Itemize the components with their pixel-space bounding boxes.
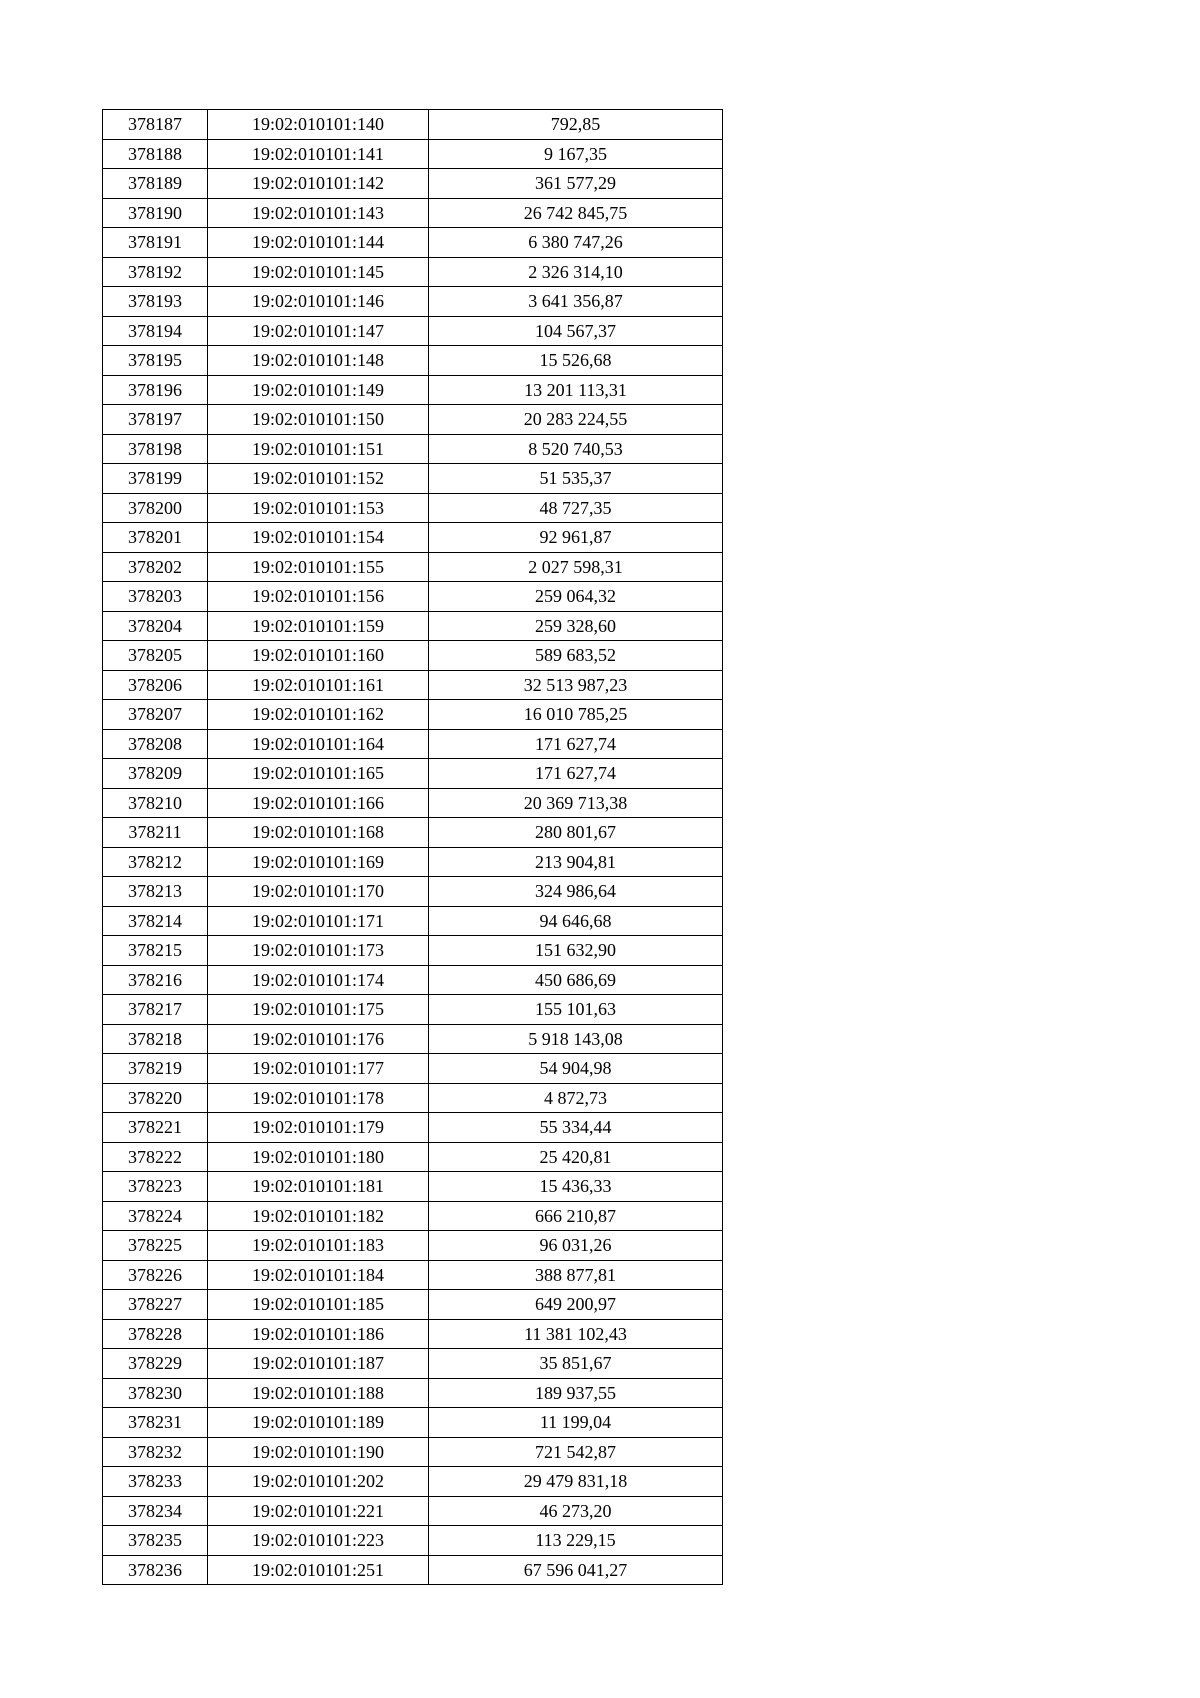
- table-row: [103, 1142, 723, 1172]
- cadastral-number-cell: 19:02:010101:174: [208, 965, 429, 995]
- table-row: [103, 759, 723, 789]
- cadastral-value-cell: 54 904,98: [429, 1054, 723, 1084]
- row-number-cell: 378227: [103, 1290, 208, 1320]
- table-row: [103, 700, 723, 730]
- row-number-cell: 378219: [103, 1054, 208, 1084]
- cadastral-value-cell: 5 918 143,08: [429, 1024, 723, 1054]
- cadastral-value-cell: 15 526,68: [429, 346, 723, 376]
- row-number-cell: 378187: [103, 110, 208, 140]
- row-number-cell: 378217: [103, 995, 208, 1025]
- cadastral-value-cell: 9 167,35: [429, 139, 723, 169]
- cadastral-value-cell: 666 210,87: [429, 1201, 723, 1231]
- row-number-cell: 378201: [103, 523, 208, 553]
- cadastral-number-cell: 19:02:010101:164: [208, 729, 429, 759]
- table-row: [103, 936, 723, 966]
- table-row: [103, 788, 723, 818]
- cadastral-number-cell: 19:02:010101:202: [208, 1467, 429, 1497]
- cadastral-value-cell: 151 632,90: [429, 936, 723, 966]
- cadastral-value-cell: 35 851,67: [429, 1349, 723, 1379]
- row-number-cell: 378206: [103, 670, 208, 700]
- row-number-cell: 378212: [103, 847, 208, 877]
- cadastral-value-cell: 104 567,37: [429, 316, 723, 346]
- cadastral-value-cell: 155 101,63: [429, 995, 723, 1025]
- table-row: [103, 1054, 723, 1084]
- cadastral-number-cell: 19:02:010101:189: [208, 1408, 429, 1438]
- cadastral-value-cell: 259 064,32: [429, 582, 723, 612]
- cadastral-value-cell: 92 961,87: [429, 523, 723, 553]
- cadastral-value-cell: 15 436,33: [429, 1172, 723, 1202]
- row-number-cell: 378202: [103, 552, 208, 582]
- cadastral-number-cell: 19:02:010101:187: [208, 1349, 429, 1379]
- row-number-cell: 378199: [103, 464, 208, 494]
- table-row: [103, 228, 723, 258]
- cadastral-number-cell: 19:02:010101:168: [208, 818, 429, 848]
- cadastral-value-cell: 259 328,60: [429, 611, 723, 641]
- row-number-cell: 378211: [103, 818, 208, 848]
- table-row: [103, 995, 723, 1025]
- cadastral-value-cell: 2 326 314,10: [429, 257, 723, 287]
- table-row: [103, 1260, 723, 1290]
- cadastral-number-cell: 19:02:010101:178: [208, 1083, 429, 1113]
- table-row: [103, 493, 723, 523]
- row-number-cell: 378224: [103, 1201, 208, 1231]
- cadastral-value-cell: 792,85: [429, 110, 723, 140]
- cadastral-number-cell: 19:02:010101:160: [208, 641, 429, 671]
- cadastral-value-cell: 67 596 041,27: [429, 1555, 723, 1585]
- row-number-cell: 378209: [103, 759, 208, 789]
- cadastral-number-cell: 19:02:010101:142: [208, 169, 429, 199]
- row-number-cell: 378231: [103, 1408, 208, 1438]
- row-number-cell: 378192: [103, 257, 208, 287]
- row-number-cell: 378216: [103, 965, 208, 995]
- table-row: [103, 670, 723, 700]
- cadastral-number-cell: 19:02:010101:162: [208, 700, 429, 730]
- cadastral-value-cell: 171 627,74: [429, 729, 723, 759]
- row-number-cell: 378233: [103, 1467, 208, 1497]
- row-number-cell: 378197: [103, 405, 208, 435]
- cadastral-value-cell: 48 727,35: [429, 493, 723, 523]
- row-number-cell: 378204: [103, 611, 208, 641]
- cadastral-number-cell: 19:02:010101:173: [208, 936, 429, 966]
- table-row: [103, 434, 723, 464]
- cadastral-number-cell: 19:02:010101:179: [208, 1113, 429, 1143]
- table-row: [103, 729, 723, 759]
- table-row: [103, 847, 723, 877]
- cadastral-number-cell: 19:02:010101:190: [208, 1437, 429, 1467]
- cadastral-value-cell: 96 031,26: [429, 1231, 723, 1261]
- cadastral-number-cell: 19:02:010101:155: [208, 552, 429, 582]
- cadastral-value-cell: 94 646,68: [429, 906, 723, 936]
- cadastral-value-cell: 51 535,37: [429, 464, 723, 494]
- table-row: [103, 169, 723, 199]
- cadastral-number-cell: 19:02:010101:221: [208, 1496, 429, 1526]
- row-number-cell: 378226: [103, 1260, 208, 1290]
- cadastral-number-cell: 19:02:010101:148: [208, 346, 429, 376]
- table-row: [103, 375, 723, 405]
- table-row: [103, 198, 723, 228]
- cadastral-value-cell: 361 577,29: [429, 169, 723, 199]
- row-number-cell: 378220: [103, 1083, 208, 1113]
- cadastral-number-cell: 19:02:010101:149: [208, 375, 429, 405]
- cadastral-number-cell: 19:02:010101:141: [208, 139, 429, 169]
- row-number-cell: 378222: [103, 1142, 208, 1172]
- cadastral-value-cell: 450 686,69: [429, 965, 723, 995]
- row-number-cell: 378213: [103, 877, 208, 907]
- cadastral-number-cell: 19:02:010101:186: [208, 1319, 429, 1349]
- row-number-cell: 378232: [103, 1437, 208, 1467]
- cadastral-value-cell: 113 229,15: [429, 1526, 723, 1556]
- row-number-cell: 378196: [103, 375, 208, 405]
- row-number-cell: 378191: [103, 228, 208, 258]
- table-row: [103, 464, 723, 494]
- table-row: [103, 1496, 723, 1526]
- cadastral-value-cell: 32 513 987,23: [429, 670, 723, 700]
- cadastral-number-cell: 19:02:010101:182: [208, 1201, 429, 1231]
- cadastral-number-cell: 19:02:010101:154: [208, 523, 429, 553]
- cadastral-value-cell: 11 199,04: [429, 1408, 723, 1438]
- row-number-cell: 378223: [103, 1172, 208, 1202]
- cadastral-number-cell: 19:02:010101:161: [208, 670, 429, 700]
- table-row: [103, 405, 723, 435]
- cadastral-number-cell: 19:02:010101:153: [208, 493, 429, 523]
- table-row: [103, 1467, 723, 1497]
- cadastral-number-cell: 19:02:010101:171: [208, 906, 429, 936]
- cadastral-number-cell: 19:02:010101:143: [208, 198, 429, 228]
- cadastral-value-cell: 213 904,81: [429, 847, 723, 877]
- cadastral-value-cell: 589 683,52: [429, 641, 723, 671]
- row-number-cell: 378218: [103, 1024, 208, 1054]
- table-row: [103, 1349, 723, 1379]
- cadastral-number-cell: 19:02:010101:176: [208, 1024, 429, 1054]
- row-number-cell: 378207: [103, 700, 208, 730]
- table-row: [103, 1526, 723, 1556]
- cadastral-value-cell: 388 877,81: [429, 1260, 723, 1290]
- table-row: [103, 611, 723, 641]
- row-number-cell: 378193: [103, 287, 208, 317]
- row-number-cell: 378195: [103, 346, 208, 376]
- row-number-cell: 378200: [103, 493, 208, 523]
- cadastral-number-cell: 19:02:010101:140: [208, 110, 429, 140]
- row-number-cell: 378188: [103, 139, 208, 169]
- cadastral-number-cell: 19:02:010101:175: [208, 995, 429, 1025]
- cadastral-number-cell: 19:02:010101:223: [208, 1526, 429, 1556]
- table-row: [103, 1024, 723, 1054]
- cadastral-number-cell: 19:02:010101:251: [208, 1555, 429, 1585]
- cadastral-number-cell: 19:02:010101:177: [208, 1054, 429, 1084]
- cadastral-number-cell: 19:02:010101:185: [208, 1290, 429, 1320]
- table-row: [103, 582, 723, 612]
- table-row: [103, 818, 723, 848]
- cadastral-value-cell: 13 201 113,31: [429, 375, 723, 405]
- cadastral-value-cell: 721 542,87: [429, 1437, 723, 1467]
- table-row: [103, 1083, 723, 1113]
- table-row: [103, 877, 723, 907]
- table-row: [103, 1172, 723, 1202]
- table-row: [103, 1319, 723, 1349]
- table-row: [103, 110, 723, 140]
- cadastral-number-cell: 19:02:010101:156: [208, 582, 429, 612]
- row-number-cell: 378235: [103, 1526, 208, 1556]
- table-row: [103, 965, 723, 995]
- cadastral-value-cell: 16 010 785,25: [429, 700, 723, 730]
- cadastral-number-cell: 19:02:010101:145: [208, 257, 429, 287]
- row-number-cell: 378236: [103, 1555, 208, 1585]
- table-row: [103, 1437, 723, 1467]
- table-row: [103, 523, 723, 553]
- cadastral-number-cell: 19:02:010101:169: [208, 847, 429, 877]
- cadastral-value-cell: 189 937,55: [429, 1378, 723, 1408]
- cadastral-value-cell: 55 334,44: [429, 1113, 723, 1143]
- row-number-cell: 378189: [103, 169, 208, 199]
- cadastral-value-cell: 26 742 845,75: [429, 198, 723, 228]
- table-row: [103, 1231, 723, 1261]
- cadastral-value-cell: 3 641 356,87: [429, 287, 723, 317]
- row-number-cell: 378228: [103, 1319, 208, 1349]
- cadastral-number-cell: 19:02:010101:166: [208, 788, 429, 818]
- row-number-cell: 378210: [103, 788, 208, 818]
- cadastral-number-cell: 19:02:010101:152: [208, 464, 429, 494]
- row-number-cell: 378221: [103, 1113, 208, 1143]
- row-number-cell: 378225: [103, 1231, 208, 1261]
- row-number-cell: 378234: [103, 1496, 208, 1526]
- table-row: [103, 906, 723, 936]
- table-row: [103, 287, 723, 317]
- cadastral-value-cell: 25 420,81: [429, 1142, 723, 1172]
- cadastral-number-cell: 19:02:010101:170: [208, 877, 429, 907]
- cadastral-value-cell: 649 200,97: [429, 1290, 723, 1320]
- table-row: [103, 1201, 723, 1231]
- row-number-cell: 378198: [103, 434, 208, 464]
- cadastral-number-cell: 19:02:010101:151: [208, 434, 429, 464]
- cadastral-number-cell: 19:02:010101:165: [208, 759, 429, 789]
- row-number-cell: 378229: [103, 1349, 208, 1379]
- cadastral-value-cell: 46 273,20: [429, 1496, 723, 1526]
- cadastral-value-cell: 4 872,73: [429, 1083, 723, 1113]
- cadastral-number-cell: 19:02:010101:147: [208, 316, 429, 346]
- cadastral-number-cell: 19:02:010101:144: [208, 228, 429, 258]
- table-row: [103, 552, 723, 582]
- cadastral-number-cell: 19:02:010101:180: [208, 1142, 429, 1172]
- cadastral-value-cell: 20 369 713,38: [429, 788, 723, 818]
- cadastral-value-cell: 171 627,74: [429, 759, 723, 789]
- table-row: [103, 1113, 723, 1143]
- table-row: [103, 1378, 723, 1408]
- row-number-cell: 378190: [103, 198, 208, 228]
- cadastral-value-table: [102, 109, 723, 1585]
- table-row: [103, 641, 723, 671]
- cadastral-number-cell: 19:02:010101:181: [208, 1172, 429, 1202]
- cadastral-number-cell: 19:02:010101:146: [208, 287, 429, 317]
- table-row: [103, 316, 723, 346]
- cadastral-value-cell: 29 479 831,18: [429, 1467, 723, 1497]
- cadastral-value-cell: 8 520 740,53: [429, 434, 723, 464]
- table-row: [103, 139, 723, 169]
- row-number-cell: 378230: [103, 1378, 208, 1408]
- table-body: [103, 110, 723, 1585]
- cadastral-value-cell: 2 027 598,31: [429, 552, 723, 582]
- table-row: [103, 346, 723, 376]
- row-number-cell: 378214: [103, 906, 208, 936]
- table-row: [103, 1290, 723, 1320]
- cadastral-value-cell: 280 801,67: [429, 818, 723, 848]
- cadastral-value-cell: 20 283 224,55: [429, 405, 723, 435]
- table-row: [103, 1555, 723, 1585]
- row-number-cell: 378194: [103, 316, 208, 346]
- row-number-cell: 378205: [103, 641, 208, 671]
- table-row: [103, 1408, 723, 1438]
- cadastral-value-cell: 6 380 747,26: [429, 228, 723, 258]
- row-number-cell: 378208: [103, 729, 208, 759]
- cadastral-number-cell: 19:02:010101:183: [208, 1231, 429, 1261]
- table-row: [103, 257, 723, 287]
- cadastral-value-cell: 11 381 102,43: [429, 1319, 723, 1349]
- row-number-cell: 378203: [103, 582, 208, 612]
- row-number-cell: 378215: [103, 936, 208, 966]
- cadastral-number-cell: 19:02:010101:184: [208, 1260, 429, 1290]
- cadastral-number-cell: 19:02:010101:159: [208, 611, 429, 641]
- cadastral-number-cell: 19:02:010101:150: [208, 405, 429, 435]
- cadastral-number-cell: 19:02:010101:188: [208, 1378, 429, 1408]
- cadastral-value-cell: 324 986,64: [429, 877, 723, 907]
